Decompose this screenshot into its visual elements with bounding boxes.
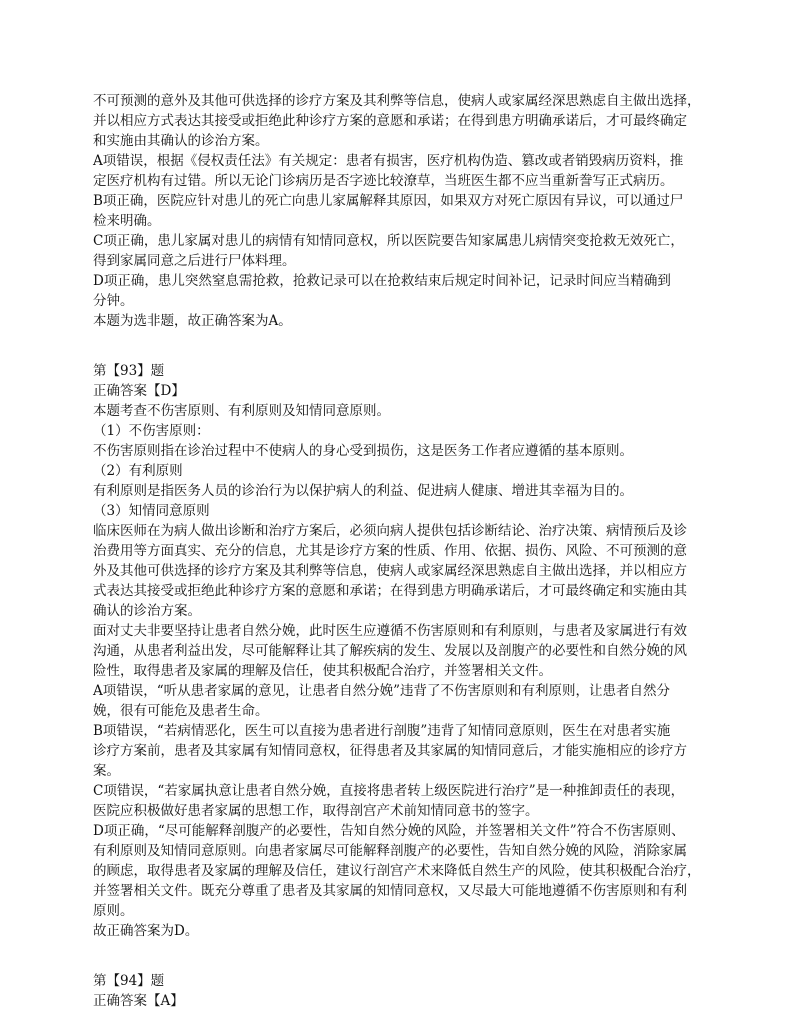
text-line: 确认的诊治方案。 (93, 603, 201, 619)
text-line: 有利原则是指医务人员的诊治行为以保护病人的利益、促进病人健康、增进其幸福为目的。 (93, 483, 633, 499)
text-line: 治费用等方面真实、充分的信息，尤其是诊疗方案的性质、作用、依据、损伤、风险、不可预测的意 (93, 543, 687, 559)
text-line: 外及其他可供选择的诊疗方案及其利弊等信息，使病人或家属经深思熟虑自主做出选择，并以相应方 (93, 563, 687, 579)
text-line: 分钟。 (93, 293, 134, 309)
text-line: 临床医师在为病人做出诊断和治疗方案后，必须向病人提供包括诊断结论、治疗决策、病情预后及诊 (93, 523, 687, 539)
text-line: 有利原则及知情同意原则。向患者家属尽可能解释剖腹产的必要性，告知自然分娩的风险，消除家属 (93, 843, 687, 859)
answer-label: 正确答案【A】 (93, 993, 184, 1009)
text-line: 本题考查不伤害原则、有利原则及知情同意原则。 (93, 403, 390, 419)
text-line: 诊疗方案前，患者及其家属有知情同意权，征得患者及其家属的知情同意后，才能实施相应的诊疗方 (93, 743, 687, 759)
question-heading: 第【93】题 (93, 363, 165, 379)
text-line: 不伤害原则指在诊治过程中不使病人的身心受到损伤，这是医务工作者应遵循的基本原则。 (93, 443, 633, 459)
text-line: C项正确，患儿家属对患儿的病情有知情同意权，所以医院要告知家属患儿病情突变抢救无效死亡， (93, 233, 684, 249)
text-line: 险性，取得患者及家属的理解及信任，使其积极配合治疗，并签署相关文件。 (93, 663, 552, 679)
text-line: 得到家属同意之后进行尸体料理。 (93, 253, 296, 269)
text-line: 和实施由其确认的诊治方案。 (93, 133, 269, 149)
text-line: B项正确，医院应针对患儿的死亡向患儿家属解释其原因，如果双方对死亡原因有异议，可以通过尸 (93, 193, 684, 209)
text-line: 的顾虑，取得患者及家属的理解及信任，建议行剖宫产术来降低自然生产的风险，使其积极配合治疗， (93, 863, 701, 879)
conclusion-line: 故正确答案为D。 (93, 923, 199, 939)
text-line: 不可预测的意外及其他可供选择的诊疗方案及其利弊等信息，使病人或家属经深思熟虑自主做出选择， (93, 93, 701, 109)
text-line: C项错误，“若家属执意让患者自然分娩，直接将患者转上级医院进行治疗”是一种推卸责任的表现， (93, 783, 685, 799)
text-line: 原则。 (93, 903, 134, 919)
text-line: D项正确，患儿突然窒息需抢救，抢救记录可以在抢救结束后规定时间补记，记录时间应当精确到 (93, 273, 671, 289)
text-line: 检来明确。 (93, 213, 161, 229)
section-heading: （1）不伤害原则： (93, 423, 210, 439)
text-line: A项错误，“听从患者家属的意见，让患者自然分娩”违背了不伤害原则和有利原则，让患者自然分 (93, 683, 671, 699)
answer-label: 正确答案【D】 (93, 383, 185, 399)
text-line: 案。 (93, 763, 120, 779)
text-line: 沟通，从患者利益出发，尽可能解释让其了解疾病的发生、发展以及剖腹产的必要性和自然分娩的风 (93, 643, 687, 659)
text-line: B项错误，“若病情恶化，医生可以直接为患者进行剖腹”违背了知情同意原则，医生在对患者实施 (93, 723, 671, 739)
text-line: 并以相应方式表达其接受或拒绝此种诊疗方案的意愿和承诺；在得到患方明确承诺后，才可最终确定 (93, 113, 687, 129)
text-line: 医院应积极做好患者家属的思想工作，取得剖宫产术前知情同意书的签字。 (93, 803, 539, 819)
text-line: A项错误，根据《侵权责任法》有关规定：患者有损害，医疗机构伪造、篡改或者销毁病历资料，推 (93, 153, 684, 169)
text-line: 式表达其接受或拒绝此种诊疗方案的意愿和承诺；在得到患方明确承诺后，才可最终确定和实施由其 (93, 583, 687, 599)
question-heading: 第【94】题 (93, 973, 165, 989)
section-heading: （3）知情同意原则 (93, 503, 210, 519)
text-line: D项正确，“尽可能解释剖腹产的必要性，告知自然分娩的风险，并签署相关文件”符合不伤害原则、 (93, 823, 685, 839)
text-line: 娩，很有可能危及患者生命。 (93, 703, 269, 719)
conclusion-line: 本题为选非题，故正确答案为A。 (93, 313, 292, 329)
text-line: 并签署相关文件。既充分尊重了患者及其家属的知情同意权，又尽最大可能地遵循不伤害原则和有利 (93, 883, 687, 899)
text-line: 定医疗机构有过错。所以无论门诊病历是否字迹比较潦草，当班医生都不应当重新誊写正式病历。 (93, 173, 674, 189)
text-line: 面对丈夫非要坚持让患者自然分娩，此时医生应遵循不伤害原则和有利原则，与患者及家属进行有效 (93, 623, 687, 639)
section-heading: （2）有利原则 (93, 463, 183, 479)
